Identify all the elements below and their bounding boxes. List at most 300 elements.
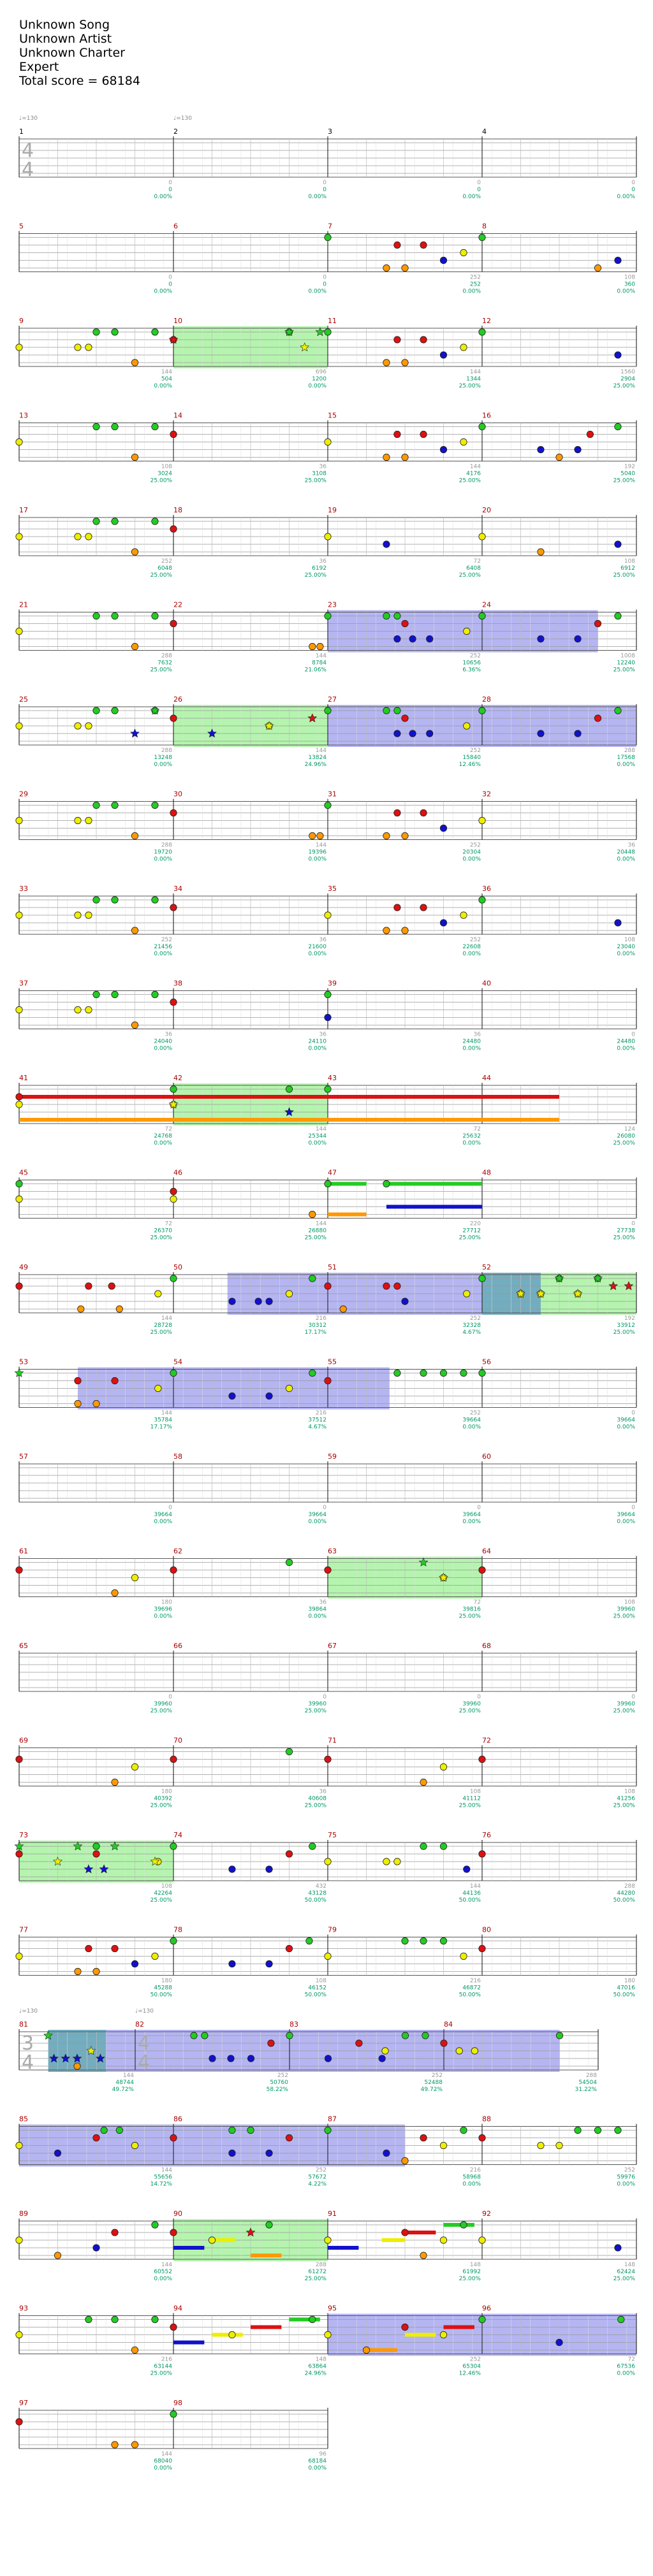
measure-sp-percent: 0.00% [308, 1519, 326, 1525]
note-red [479, 1851, 485, 1857]
measure-score-delta: 288 [161, 653, 172, 660]
note-red [383, 1283, 390, 1289]
measure-score-delta: 108 [624, 937, 635, 943]
measure-running-score: 44136 [462, 1890, 481, 1897]
measure-score-delta: 252 [624, 2167, 635, 2174]
note-green [93, 518, 99, 525]
measure-running-score: 50760 [270, 2080, 288, 2086]
measure-score-delta: 36 [319, 1031, 326, 1038]
measure-number: 94 [173, 2304, 182, 2313]
measure-running-score: 21456 [154, 944, 172, 950]
note-orange [131, 643, 138, 649]
note-red [325, 1567, 331, 1573]
measure-number: 88 [482, 2115, 491, 2124]
measure-sp-percent: 0.00% [462, 1045, 481, 1052]
measure-running-score: 39664 [154, 1512, 172, 1518]
measure-running-score: 47016 [617, 1985, 635, 1992]
measure-sp-percent: 0.00% [308, 288, 326, 295]
measure-score-delta: 288 [585, 2073, 597, 2079]
measure-sp-percent: 0.00% [308, 2465, 326, 2471]
measure-number: 63 [328, 1547, 337, 1556]
measure-number: 39 [328, 979, 337, 988]
note-green [309, 2316, 316, 2322]
measure-score-delta: 144 [161, 369, 172, 375]
measure-number: 87 [328, 2115, 337, 2124]
measure-number: 31 [328, 790, 337, 799]
note-red [16, 1567, 22, 1573]
measure-sp-percent: 0.00% [154, 1613, 172, 1620]
measure-score-delta: 252 [469, 653, 481, 660]
measure-running-score: 40608 [308, 1795, 326, 1802]
measure-score-delta: 72 [165, 1126, 172, 1132]
note-green [440, 1843, 446, 1849]
measure-number: 46 [173, 1168, 182, 1177]
measure-score-delta: 0 [631, 1031, 635, 1038]
measure-sp-percent: 4.67% [308, 1424, 326, 1431]
measure-running-score: 39664 [462, 1512, 481, 1518]
measure-sp-percent: 0.00% [154, 856, 172, 863]
note-green [170, 1275, 177, 1282]
note-green [152, 423, 158, 430]
measure-running-score: 67536 [617, 2363, 635, 2370]
note-green [618, 2316, 624, 2322]
measure-number: 5 [19, 222, 24, 231]
time-signature-denominator: 4 [138, 2051, 150, 2074]
note-green [394, 612, 400, 619]
measure-score-delta: 108 [469, 1788, 481, 1795]
measure-running-score: 20304 [462, 849, 481, 856]
note-blue [394, 730, 400, 737]
note-blue [615, 2245, 621, 2251]
measure-sp-percent: 25.00% [613, 1802, 635, 1809]
measure-number: 7 [328, 222, 332, 231]
measure-score-delta: 148 [624, 2262, 635, 2268]
measure-score-delta: 144 [122, 2073, 134, 2079]
measure-number: 93 [19, 2304, 28, 2313]
measure-score-delta: 36 [473, 1031, 481, 1038]
measure-number: 35 [328, 885, 337, 893]
note-green [286, 2032, 293, 2039]
measure-running-score: 27738 [617, 1227, 635, 1234]
note-blue [615, 257, 621, 263]
note-green [325, 991, 331, 997]
measure-number: 13 [19, 411, 28, 420]
note-yellow [131, 2142, 138, 2148]
note-yellow [152, 1953, 158, 1959]
measure-score-delta: 144 [161, 1315, 172, 1322]
note-yellow [85, 723, 92, 729]
measure-running-score: 30312 [308, 1322, 326, 1329]
note-red [170, 809, 177, 816]
measure-running-score: 39960 [462, 1701, 481, 1707]
note-yellow [325, 912, 331, 918]
measure-running-score: 360 [624, 281, 635, 288]
note-green [152, 802, 158, 808]
measure-running-score: 4176 [466, 470, 481, 477]
measure-running-score: 37512 [308, 1417, 326, 1424]
measure-running-score: 68184 [308, 2458, 326, 2464]
note-red [170, 431, 177, 437]
note-red [170, 1188, 177, 1194]
measure-sp-percent: 25.00% [613, 383, 635, 389]
note-yellow [382, 2048, 388, 2054]
note-red [325, 1283, 331, 1289]
measure-sp-percent: 0.00% [308, 1140, 326, 1147]
measure-number: 27 [328, 695, 337, 704]
measure-running-score: 26370 [154, 1227, 172, 1234]
note-yellow [325, 2237, 331, 2243]
measure-sp-percent: 6.36% [462, 667, 481, 674]
note-blue [409, 635, 416, 642]
measure-score-delta: 180 [161, 1599, 172, 1606]
note-blue [556, 2339, 562, 2345]
note-red [170, 715, 177, 721]
measure-sp-percent: 24.96% [304, 762, 326, 768]
note-green [402, 2032, 408, 2039]
measure-score-delta: 124 [624, 1126, 635, 1132]
measure-sp-percent: 49.72% [420, 2087, 443, 2093]
note-red [594, 715, 601, 721]
note-green [266, 2222, 272, 2228]
measure-sp-percent: 50.00% [613, 1897, 635, 1904]
note-green [479, 2316, 485, 2322]
note-orange [317, 832, 323, 839]
note-blue [538, 446, 544, 452]
measure-score-delta: 148 [315, 2356, 326, 2363]
note-green [112, 518, 118, 525]
measure-number: 57 [19, 1452, 28, 1461]
note-green [325, 612, 331, 619]
measure-running-score: 65304 [462, 2363, 481, 2370]
measure-sp-percent: 0.00% [617, 1045, 635, 1052]
measure-number: 91 [328, 2210, 337, 2218]
measure-number: 65 [19, 1642, 28, 1650]
measure-sp-percent: 0.00% [308, 1613, 326, 1620]
measure-running-score: 8784 [312, 660, 326, 667]
note-blue [266, 1866, 272, 1872]
note-orange [131, 549, 138, 555]
measure-score-delta: 216 [469, 2167, 481, 2174]
measure-score-delta: 144 [315, 1220, 326, 1227]
measure-sp-percent: 50.00% [304, 1897, 326, 1904]
note-blue [464, 1866, 470, 1872]
note-blue [325, 2055, 331, 2062]
time-signature-numerator: 4 [138, 2032, 150, 2055]
measure-sp-percent: 0.00% [154, 1045, 172, 1052]
note-green [383, 1180, 390, 1187]
note-yellow [456, 2048, 462, 2054]
note-yellow [16, 2237, 22, 2243]
measure-number: 28 [482, 695, 491, 704]
note-orange [402, 454, 408, 460]
measure-sp-percent: 0.00% [617, 288, 635, 295]
measure-number: 80 [482, 1925, 491, 1934]
note-yellow [16, 438, 22, 445]
measure-score-delta: 72 [473, 1599, 481, 1606]
measure-number: 12 [482, 317, 491, 325]
note-blue [409, 730, 416, 737]
measure-number: 72 [482, 1736, 491, 1745]
measure-running-score: 41112 [462, 1795, 481, 1802]
measure-score-delta: 108 [624, 1599, 635, 1606]
note-green [112, 423, 118, 430]
measure-score-delta: 144 [315, 653, 326, 660]
measure-sp-percent: 25.00% [613, 1329, 635, 1336]
note-blue [575, 635, 581, 642]
measure-running-score: 10656 [462, 660, 481, 667]
measure-sp-percent: 25.00% [150, 1708, 172, 1714]
measure-sp-percent: 25.00% [150, 572, 172, 579]
note-green [286, 1086, 292, 1092]
note-red [420, 904, 427, 911]
note-yellow [464, 1291, 470, 1297]
measure-running-score: 39960 [617, 1701, 635, 1707]
note-red [112, 1945, 118, 1951]
note-yellow [16, 817, 22, 823]
measure-score-delta: 0 [477, 1694, 481, 1700]
measure-sp-percent: 17.17% [150, 1424, 172, 1431]
measure-sp-percent: 0.00% [617, 762, 635, 768]
song-title: Unknown Song [19, 18, 110, 32]
measure-score-delta: 0 [631, 1220, 635, 1227]
measure-number: 21 [19, 600, 28, 609]
note-green [247, 2127, 254, 2133]
note-green [306, 1937, 312, 1944]
measure-running-score: 17568 [617, 755, 635, 761]
measure-number: 10 [173, 317, 182, 325]
note-green [615, 707, 621, 714]
note-green [479, 1370, 485, 1376]
note-green [479, 329, 485, 335]
measure-sp-percent: 0.00% [617, 856, 635, 863]
note-yellow [75, 723, 81, 729]
measure-number: 71 [328, 1736, 337, 1745]
measure-sp-percent: 25.00% [613, 667, 635, 674]
measure-sp-percent: 4.22% [308, 2181, 326, 2188]
measure-number: 75 [328, 1831, 337, 1839]
note-green [479, 612, 485, 619]
measure-sp-percent: 0.00% [154, 951, 172, 957]
note-orange [131, 454, 138, 460]
note-green [394, 1370, 400, 1376]
measure-sp-percent: 25.00% [150, 477, 172, 484]
measure-number: 23 [328, 600, 337, 609]
note-yellow [460, 249, 467, 256]
measure-score-delta: 36 [319, 937, 326, 943]
note-green [420, 1370, 427, 1376]
measure-sp-percent: 0.00% [154, 383, 172, 389]
note-red [420, 2134, 427, 2141]
note-green [112, 707, 118, 714]
measure-sp-percent: 25.00% [613, 1613, 635, 1620]
measure-running-score: 42264 [154, 1890, 172, 1897]
note-red [112, 2229, 118, 2236]
note-yellow [460, 912, 467, 918]
note-green [116, 2127, 122, 2133]
measure-number: 20 [482, 506, 491, 514]
measure-sp-percent: 25.00% [613, 2276, 635, 2282]
note-blue [229, 1393, 235, 1399]
time-signature-denominator: 4 [22, 2051, 34, 2074]
measure-number: 40 [482, 979, 491, 988]
measure-number: 97 [19, 2399, 28, 2407]
measure-score-delta: 108 [161, 1883, 172, 1890]
measure-score-delta: 0 [631, 1410, 635, 1417]
measure-score-delta: 108 [624, 274, 635, 281]
note-red [75, 1377, 81, 1384]
note-green [575, 2127, 581, 2133]
measure-sp-percent: 0.00% [462, 951, 481, 957]
measure-sp-percent: 25.00% [459, 1234, 481, 1241]
note-yellow [479, 533, 485, 540]
note-blue [538, 730, 544, 737]
note-red [402, 2229, 408, 2236]
measure-score-delta: 72 [165, 1220, 172, 1227]
measure-score-delta: 144 [315, 1126, 326, 1132]
note-blue [383, 2150, 390, 2156]
note-green [325, 1086, 331, 1092]
note-red [170, 526, 177, 532]
note-red [325, 1756, 331, 1762]
measure-score-delta: 144 [315, 748, 326, 754]
note-green [112, 612, 118, 619]
note-orange [383, 454, 390, 460]
measure-running-score: 24040 [154, 1038, 172, 1045]
measure-score-delta: 36 [627, 842, 635, 849]
note-green [615, 612, 621, 619]
measure-score-delta: 36 [319, 1599, 326, 1606]
measure-score-delta: 252 [469, 1410, 481, 1417]
measure-number: 45 [19, 1168, 28, 1177]
measure-number: 50 [173, 1263, 182, 1271]
measure-score-delta: 148 [469, 2262, 481, 2268]
measure-sp-percent: 0.00% [308, 1045, 326, 1052]
measure-number: 36 [482, 885, 491, 893]
note-red [170, 2134, 177, 2141]
measure-score-delta: 108 [624, 558, 635, 565]
note-red [16, 2419, 22, 2425]
note-green [325, 1180, 331, 1187]
measure-number: 30 [173, 790, 182, 799]
measure-running-score: 21600 [308, 944, 326, 950]
note-red [85, 1283, 92, 1289]
note-orange [131, 2347, 138, 2353]
measure-number: 79 [328, 1925, 337, 1934]
measure-sp-percent: 0.00% [154, 1519, 172, 1525]
measure-score-delta: 432 [315, 1883, 326, 1890]
measure-running-score: 19396 [308, 849, 326, 856]
measure-sp-percent: 0.00% [617, 1424, 635, 1431]
measure-number: 90 [173, 2210, 182, 2218]
note-orange [112, 1779, 118, 1785]
measure-score-delta: 288 [624, 1883, 635, 1890]
measure-running-score: 22608 [462, 944, 481, 950]
measure-number: 60 [482, 1452, 491, 1461]
note-yellow [479, 817, 485, 823]
note-yellow [131, 1763, 138, 1770]
measure-score-delta: 1008 [620, 653, 635, 660]
tempo-marker: ♩=130 [19, 115, 38, 122]
note-green [420, 1937, 427, 1944]
measure-sp-percent: 0.00% [308, 951, 326, 957]
measure-number: 77 [19, 1925, 28, 1934]
time-signature-denominator: 4 [22, 159, 34, 181]
measure-running-score: 24480 [617, 1038, 635, 1045]
note-orange [131, 832, 138, 839]
measure-sp-percent: 0.00% [154, 2465, 172, 2471]
note-yellow [16, 533, 22, 540]
measure-sp-percent: 0.00% [308, 856, 326, 863]
note-yellow [325, 1858, 331, 1865]
note-orange [363, 2347, 369, 2353]
note-green [402, 1937, 408, 1944]
measure-number: 26 [173, 695, 182, 704]
measure-number: 11 [328, 317, 337, 325]
note-green [383, 612, 390, 619]
note-red [108, 1283, 115, 1289]
note-green [615, 423, 621, 430]
measure-sp-percent: 25.00% [459, 1802, 481, 1809]
note-orange [402, 832, 408, 839]
measure-number: 33 [19, 885, 28, 893]
measure-sp-percent: 17.17% [304, 1329, 326, 1336]
measure-sp-percent: 14.72% [150, 2181, 172, 2188]
measure-number: 34 [173, 885, 182, 893]
measure-sp-percent: 25.00% [613, 1140, 635, 1147]
note-green [556, 2032, 562, 2039]
measure-score-delta: 252 [469, 1315, 481, 1322]
note-orange [74, 2063, 80, 2069]
measure-running-score: 23040 [617, 944, 635, 950]
note-red [394, 1283, 400, 1289]
measure-running-score: 26880 [308, 1227, 326, 1234]
note-green [325, 707, 331, 714]
note-green [152, 2316, 158, 2322]
measure-sp-percent: 25.00% [613, 572, 635, 579]
note-green [112, 991, 118, 997]
note-green [325, 2127, 331, 2133]
note-red [394, 336, 400, 343]
time-signature-numerator: 4 [22, 140, 34, 162]
note-orange [112, 1589, 118, 1596]
measure-score-delta: 288 [624, 748, 635, 754]
measure-running-score: 0 [168, 187, 172, 193]
note-yellow [440, 2237, 446, 2243]
note-green [286, 1559, 292, 1565]
note-green [112, 2316, 118, 2322]
measure-number: 25 [19, 695, 28, 704]
note-blue [229, 1960, 235, 1967]
measure-sp-percent: 24.96% [304, 2370, 326, 2377]
measure-number: 70 [173, 1736, 182, 1745]
note-orange [340, 1306, 346, 1312]
measure-score-delta: 0 [323, 1694, 326, 1700]
note-red [286, 2134, 292, 2141]
measure-running-score: 15840 [462, 755, 481, 761]
measure-running-score: 39664 [617, 1512, 635, 1518]
note-blue [229, 1298, 235, 1305]
note-green [479, 897, 485, 903]
measure-running-score: 63864 [308, 2363, 326, 2370]
measure-number: 18 [173, 506, 182, 514]
measure-running-score: 33912 [617, 1322, 635, 1329]
measure-running-score: 46152 [308, 1985, 326, 1992]
note-green [152, 612, 158, 619]
measure-sp-percent: 0.00% [154, 1140, 172, 1147]
measure-score-delta: 144 [469, 463, 481, 470]
measure-running-score: 0 [323, 187, 326, 193]
measure-running-score: 5040 [620, 470, 635, 477]
